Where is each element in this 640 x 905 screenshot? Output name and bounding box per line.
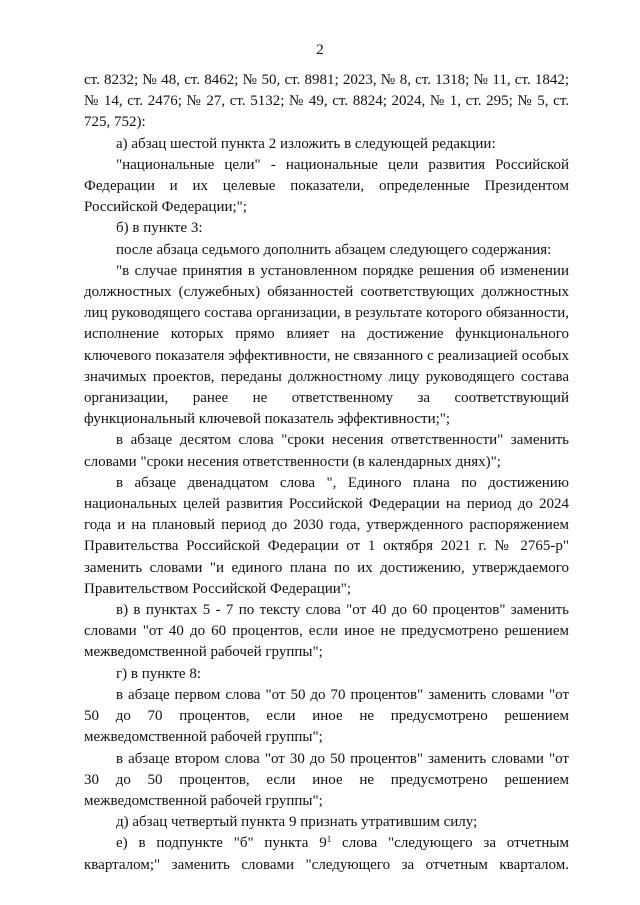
paragraph-second-abzats: в абзаце втором слова "от 30 до 50 процентов" заменить словами "от 30 до 50 процентов, если иное не предусмотрено решением межведомственной рабочей группы"; xyxy=(84,750,569,809)
paragraph-twelfth-abzats: в абзаце двенадцатом слова ", Единого плана по достижению национальных целей развития Российской Федерации на период до 2024 года и на плановый период до 2030 года, утвержденного распоряжением Правительства Российской Федерации от 1 октября 2021 г. № 2765-р" заменить словами "и единого плана по их достижению, утверждаемого Правительством Российской Федерации"; xyxy=(84,474,569,597)
item-e-superscript: 1 xyxy=(326,834,332,845)
item-e-text-before: е) в подпункте "б" пункта 9 xyxy=(116,835,327,852)
paragraph-item-b: б) в пункте 3: xyxy=(116,220,203,237)
paragraph-item-g: г) в пункте 8: xyxy=(116,665,202,682)
paragraph-tenth-abzats: в абзаце десятом слова "сроки несения ответственности" заменить словами "сроки несения ответственности (в календарных днях)"; xyxy=(84,432,569,470)
paragraph-item-e xyxy=(84,833,569,875)
paragraph-item-v: в) в пунктах 5 - 7 по тексту слова "от 40 до 60 процентов" заменить словами "от 40 до 60 процентов, если иное не предусмотрено решением межведомственной рабочей группы"; xyxy=(84,602,569,661)
paragraph-first-abzats: в абзаце первом слова "от 50 до 70 процентов" заменить словами "от 50 до 70 процентов, если иное не предусмотрено решением межведомственной рабочей группы"; xyxy=(84,686,569,746)
paragraph-new-clause-text: "в случае принятия в установленном порядке решения об изменении должностных (служебных) обязанностей соответствующих должностных лиц руководящего состава организации, в результате которого обязанности, исполнение которых прямо влияет на достижение функционального ключевого показателя эффективности, не связанного с реализацией особых значимых проектов, переданы должностному лицу руководящего состава организации, ранее не ответственному за соответствующий функциональный ключевой показатель эффективности;"; xyxy=(84,262,569,428)
document-body xyxy=(84,70,569,876)
item-e-text-after: слова "следующего за отчетным кварталом;" заменить словами "следующего за отчетным кварталом. xyxy=(84,835,569,873)
page-number: 2 xyxy=(316,42,324,58)
paragraph-item-d: д) абзац четвертый пункта 9 признать утратившим силу; xyxy=(116,814,478,831)
paragraph-citation-continuation: ст. 8232; № 48, ст. 8462; № 50, ст. 8981; 2023, № 8, ст. 1318; № 11, ст. 1842; № 14, ст. 2476; № 27, ст. 5132; № 49, ст. 8824; 2024, № 1, ст. 295; № 5, ст. 725, 752): xyxy=(84,72,569,131)
paragraph-add-after-seventh: после абзаца седьмого дополнить абзацем следующего содержания: xyxy=(116,241,552,258)
paragraph-item-a: а) абзац шестой пункта 2 изложить в следующей редакции: xyxy=(116,135,496,152)
paragraph-national-goals-definition: "национальные цели" - национальные цели развития Российской Федерации и их целевые показатели, определенные Президентом Российской Федерации;"; xyxy=(84,156,569,216)
